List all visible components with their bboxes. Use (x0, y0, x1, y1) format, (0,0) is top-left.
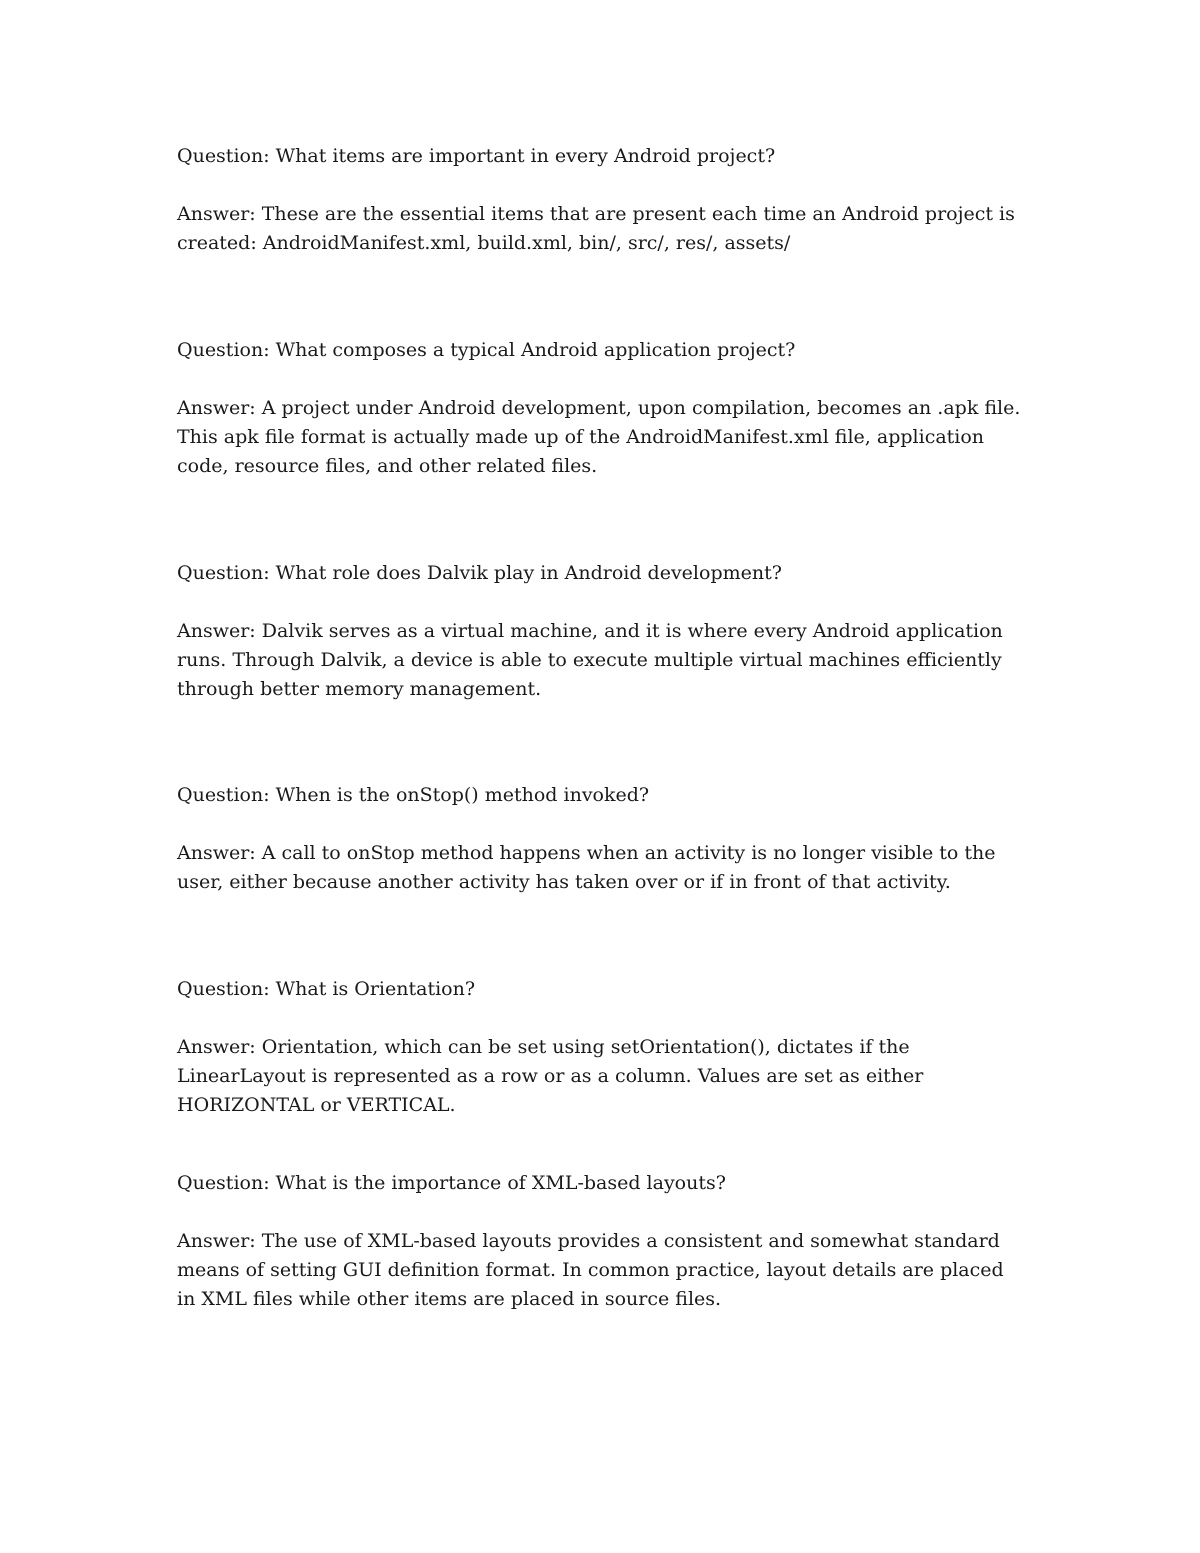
question-text: Question: What role does Dalvik play in Android development? (177, 562, 782, 584)
qa-block (177, 975, 1027, 1120)
qa-block (177, 559, 1027, 704)
qa-block (177, 781, 1027, 897)
answer-text: Answer: The use of XML-based layouts provides a consistent and somewhat standard means of setting GUI definition format. In common practice, layout details are placed in XML files while other items are placed in source files. (177, 1230, 1004, 1310)
answer-text: Answer: These are the essential items that are present each time an Android project is created: AndroidManifest.xml, build.xml, bin/, src/, res/, assets/ (177, 203, 1015, 254)
answer-text: Answer: Orientation, which can be set using setOrientation(), dictates if the LinearLayout is represented as a row or as a column. Values are set as either HORIZONTAL or VERTICAL. (177, 1036, 924, 1116)
answer-text: Answer: A project under Android development, upon compilation, becomes an .apk file. This apk file format is actually made up of the AndroidManifest.xml file, application code, resource files, and other related files. (177, 397, 1021, 477)
answer-text: Answer: A call to onStop method happens when an activity is no longer visible to the user, either because another activity has taken over or if in front of that activity. (177, 842, 996, 893)
question-text: Question: What is the importance of XML-based layouts? (177, 1172, 726, 1194)
question-text: Question: What items are important in every Android project? (177, 145, 776, 167)
question-text: Question: What composes a typical Android application project? (177, 339, 796, 361)
qa-block (177, 336, 1027, 481)
answer-text: Answer: Dalvik serves as a virtual machine, and it is where every Android application runs. Through Dalvik, a device is able to execute multiple virtual machines efficiently through better memory management. (177, 620, 1003, 700)
question-text: Question: When is the onStop() method invoked? (177, 784, 650, 806)
qa-block (177, 142, 1027, 258)
question-text: Question: What is Orientation? (177, 978, 476, 1000)
qa-block (177, 1169, 1027, 1314)
